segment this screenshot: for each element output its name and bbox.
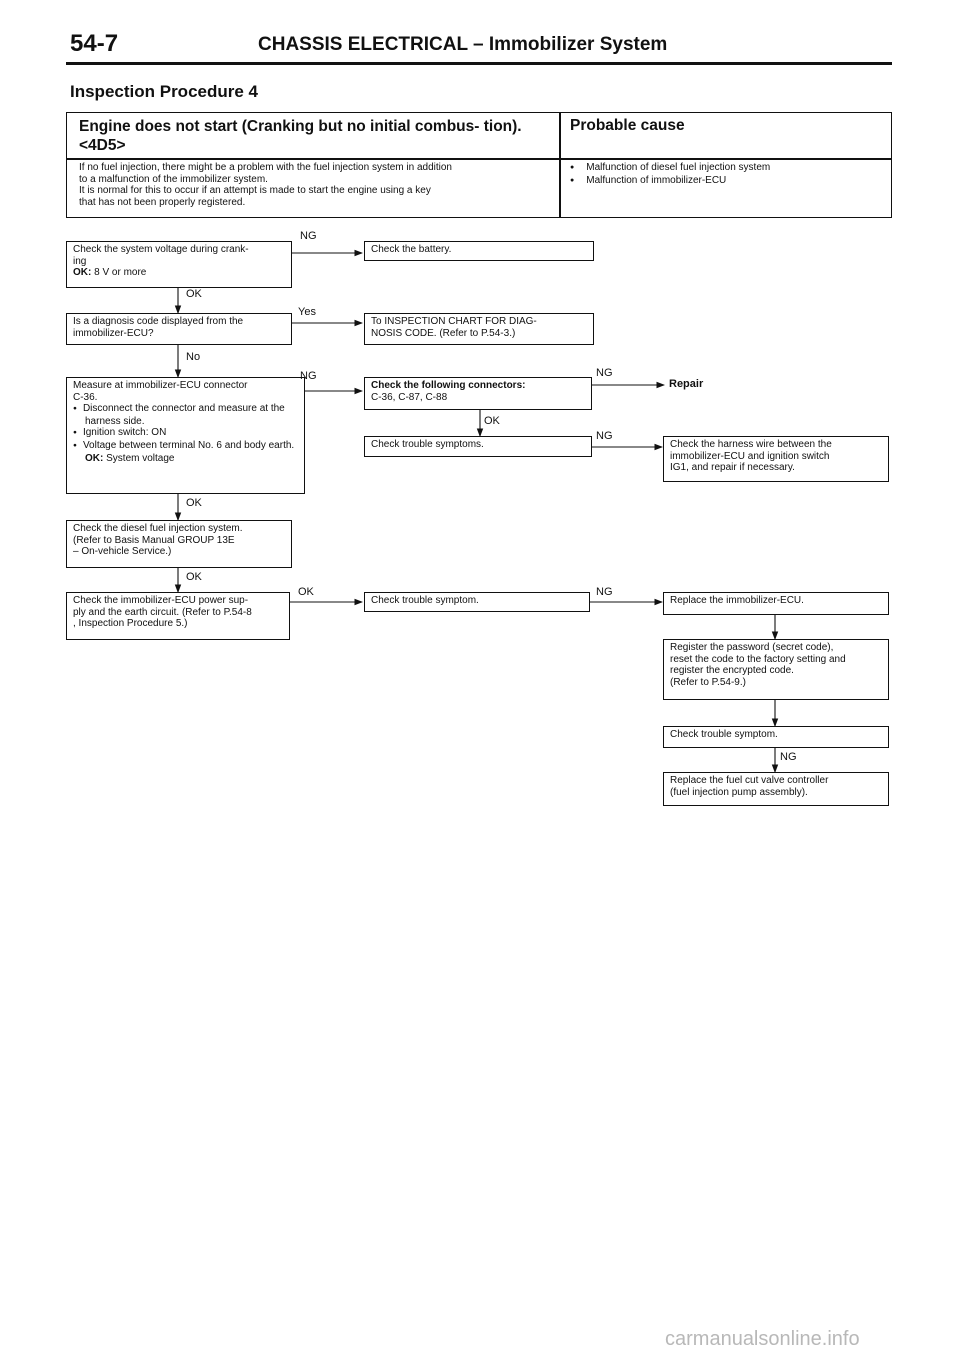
step-measure-ecu-connector: [66, 377, 305, 494]
step-line: NOSIS CODE. (Refer to P.54-3.): [371, 327, 516, 339]
step-line: To INSPECTION CHART FOR DIAG-: [371, 316, 537, 327]
label-ok: OK: [186, 571, 202, 583]
watermark: carmanualsonline.info: [665, 1328, 860, 1350]
label-ng: NG: [596, 367, 613, 379]
label-ok: OK: [484, 415, 500, 427]
step-line: immobilizer-ECU?: [73, 327, 154, 339]
page-title-main: CHASSIS ELECTRICAL: [258, 34, 468, 55]
label-no: No: [186, 351, 201, 363]
condition-item: ● Voltage between terminal No. 6 and body earth.: [73, 440, 298, 453]
step-register-password: [663, 639, 889, 700]
step-ok-criterion: [73, 453, 298, 465]
step-check-power-supply: [66, 592, 290, 640]
label-ng: NG: [596, 430, 613, 442]
page-title-sub: – Immobilizer System: [473, 34, 668, 55]
cause-item: ● Malfunction of immobilizer-ECU: [570, 175, 880, 188]
step-check-connectors: [364, 377, 592, 410]
step-ok-criterion: [73, 267, 285, 279]
step-line: C-36.: [73, 391, 98, 403]
step-line: Check the diesel fuel injection system.: [73, 523, 243, 534]
label-ok: OK: [186, 288, 202, 300]
page-number: 54-7: [70, 30, 119, 57]
step-inspection-chart: [364, 313, 594, 345]
connectors-list: C-36, C-87, C-88: [371, 391, 448, 403]
step-line: Replace the fuel cut valve controller: [670, 775, 829, 786]
step-check-system-voltage: [66, 241, 292, 288]
label-ok: OK: [298, 586, 314, 598]
label-ng: NG: [300, 230, 317, 242]
step-line: immobilizer-ECU and ignition switch: [670, 450, 830, 462]
step-line: – On-vehicle Service.): [73, 546, 172, 558]
step-line: , Inspection Procedure 5.): [73, 618, 188, 630]
step-line: (Refer to Basis Manual GROUP 13E: [73, 534, 235, 546]
section-title: Inspection Procedure 4: [70, 82, 258, 101]
step-line: Is a diagnosis code displayed from the: [73, 316, 244, 327]
label-yes: Yes: [298, 306, 316, 318]
step-line: Register the password (secret code),: [670, 642, 834, 653]
measurement-conditions: [73, 403, 298, 452]
step-repair: Repair: [669, 378, 704, 390]
symptom-line: It is normal for this to occur if an attempt is made to start the engine using a key: [79, 185, 431, 197]
step-diagnosis-code-question: [66, 313, 292, 345]
symptom-line: If no fuel injection, there might be a problem with the fuel injection system in addition: [79, 162, 452, 173]
label-ok: OK: [186, 497, 202, 509]
ok-value: 8 V or more: [94, 267, 147, 279]
connectors-title: Check the following connectors:: [371, 380, 526, 391]
step-line: Check the harness wire between the: [670, 439, 832, 450]
step-line: Check the system voltage during crank-: [73, 244, 249, 255]
step-line: (Refer to P.54-9.): [670, 676, 746, 688]
step-line: Check the immobilizer-ECU power sup-: [73, 595, 249, 606]
cause-item: ● Malfunction of diesel fuel injection system: [570, 162, 880, 175]
step-line: reset the code to the factory setting and: [670, 653, 846, 665]
step-line: ing: [73, 255, 87, 267]
step-check-battery: Check the battery.: [364, 241, 594, 261]
step-replace-ecu: Replace the immobilizer-ECU.: [663, 592, 889, 615]
step-line: register the encrypted code.: [670, 665, 794, 677]
ok-label: OK:: [73, 267, 92, 279]
cause-heading: Probable cause: [570, 117, 685, 134]
step-check-trouble-symptom-final: Check trouble symptom.: [663, 726, 889, 748]
symptom-line: that has not been properly registered.: [79, 196, 246, 208]
step-line: ply and the earth circuit. (Refer to P.54-8: [73, 606, 252, 618]
step-check-diesel-injection: [66, 520, 292, 568]
step-line: IG1, and repair if necessary.: [670, 462, 795, 474]
ok-value: System voltage: [106, 452, 175, 464]
step-check-harness-wire: [663, 436, 889, 482]
condition-item: ● Disconnect the connector and measure at the harness side.: [73, 403, 298, 427]
step-check-trouble-symptoms: Check trouble symptoms.: [364, 436, 592, 457]
ok-label: OK:: [85, 452, 104, 464]
step-check-trouble-symptom: Check trouble symptom.: [364, 592, 590, 612]
symptom-line: to a malfunction of the immobilizer system.: [79, 173, 268, 185]
symptom-heading: Engine does not start (Cranking but no initial combus- tion). <4D5>: [79, 118, 522, 154]
condition-item: ● Ignition switch: ON: [73, 427, 298, 440]
label-ng: NG: [300, 370, 317, 382]
step-line: Measure at immobilizer-ECU connector: [73, 380, 248, 391]
step-line: (fuel injection pump assembly).: [670, 786, 808, 798]
step-replace-fuel-cut-valve: [663, 772, 889, 806]
label-ng: NG: [780, 751, 797, 763]
label-ng: NG: [596, 586, 613, 598]
